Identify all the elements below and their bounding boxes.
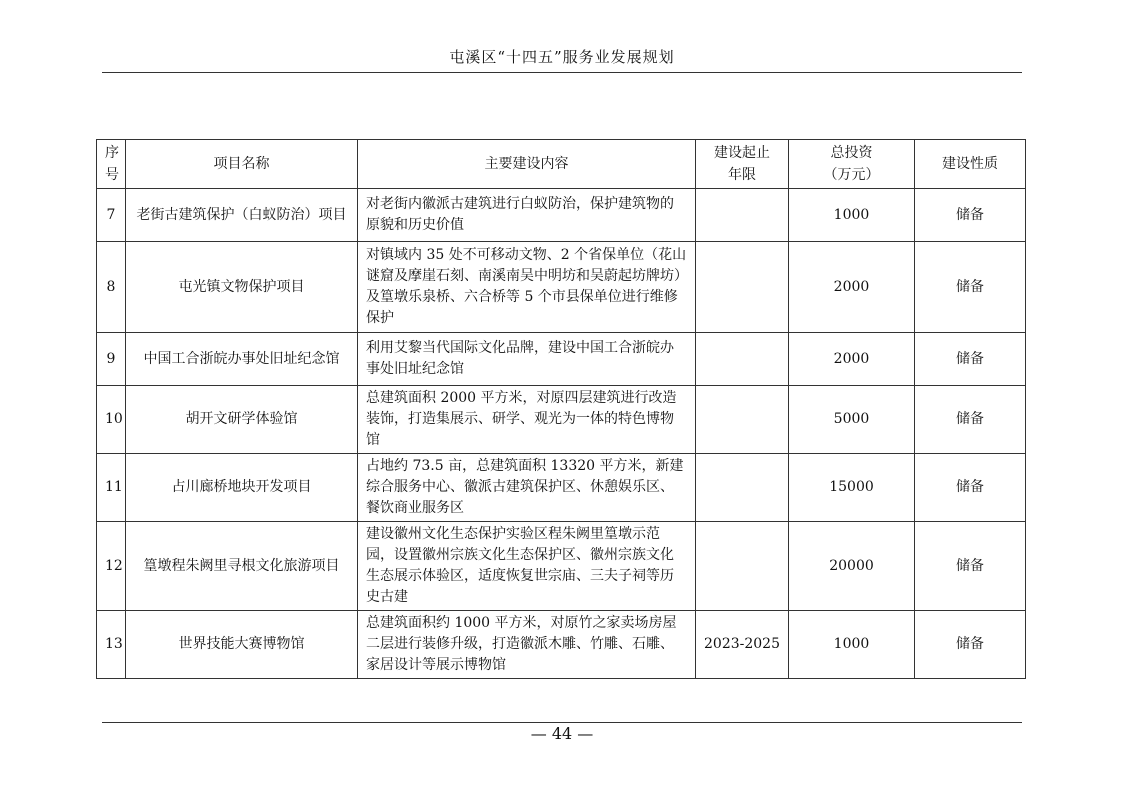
table-row <box>97 454 1026 522</box>
cell-nature: 储备 <box>915 522 1026 611</box>
cell-content: 建设徽州文化生态保护实验区程朱阙里篁墩示范园，设置徽州宗族文化生态保护区、徽州宗族文化生态展示体验区，适度恢复世宗庙、三夫子祠等历史古建 <box>358 522 696 611</box>
cell-content: 利用艾黎当代国际文化品牌，建设中国工合浙皖办事处旧址纪念馆 <box>358 333 696 386</box>
cell-no: 12 <box>97 522 126 611</box>
cell-nature: 储备 <box>915 454 1026 522</box>
cell-no: 13 <box>97 611 126 679</box>
cell-nature: 储备 <box>915 611 1026 679</box>
column-header-investment-line2: （万元） <box>823 167 880 183</box>
cell-investment: 15000 <box>789 454 915 522</box>
column-header-investment-line1: 总投资 <box>830 145 873 161</box>
page-number: — 44 — <box>530 724 594 743</box>
table-row <box>97 333 1026 386</box>
cell-name: 胡开文研学体验馆 <box>126 386 358 454</box>
column-header-period-line1: 建设起止 <box>714 145 770 161</box>
cell-period <box>696 386 789 454</box>
column-header-nature-label: 建设性质 <box>942 156 998 172</box>
cell-no: 9 <box>97 333 126 386</box>
cell-period <box>696 333 789 386</box>
cell-content: 总建筑面积约 1000 平方米，对原竹之家卖场房屋二层进行装修升级，打造徽派木雕、竹雕、石雕、家居设计等展示博物馆 <box>358 611 696 679</box>
page-header-title: 屯溪区“十四五”服务业发展规划 <box>449 48 675 66</box>
cell-nature: 储备 <box>915 333 1026 386</box>
column-header-no-line1: 序 <box>105 145 119 161</box>
cell-no: 7 <box>97 189 126 242</box>
cell-period <box>696 454 789 522</box>
cell-nature: 储备 <box>915 242 1026 333</box>
cell-investment: 20000 <box>789 522 915 611</box>
column-header-content <box>358 140 696 189</box>
cell-content: 对老街内徽派古建筑进行白蚁防治，保护建筑物的原貌和历史价值 <box>358 189 696 242</box>
cell-name: 占川廊桥地块开发项目 <box>126 454 358 522</box>
cell-nature: 储备 <box>915 189 1026 242</box>
cell-investment: 1000 <box>789 189 915 242</box>
cell-no: 11 <box>97 454 126 522</box>
table-row <box>97 242 1026 333</box>
column-header-investment <box>789 140 915 189</box>
cell-no: 10 <box>97 386 126 454</box>
cell-period <box>696 522 789 611</box>
column-header-name-label: 项目名称 <box>213 156 270 172</box>
column-header-no-line2: 号 <box>105 167 119 183</box>
cell-content: 总建筑面积 2000 平方米，对原四层建筑进行改造装饰，打造集展示、研学、观光为一体的特色博物馆 <box>358 386 696 454</box>
table-header-row <box>97 140 1026 189</box>
cell-period: 2023-2025 <box>696 611 789 679</box>
table-row <box>97 522 1026 611</box>
footer-divider <box>102 722 1022 723</box>
cell-investment: 5000 <box>789 386 915 454</box>
column-header-no <box>97 140 126 189</box>
cell-nature: 储备 <box>915 386 1026 454</box>
cell-period <box>696 189 789 242</box>
table-row <box>97 386 1026 454</box>
cell-no: 8 <box>97 242 126 333</box>
project-table <box>96 139 1026 679</box>
table-row <box>97 189 1026 242</box>
column-header-name <box>126 140 358 189</box>
cell-name: 屯光镇文物保护项目 <box>126 242 358 333</box>
cell-name: 世界技能大赛博物馆 <box>126 611 358 679</box>
cell-investment: 2000 <box>789 333 915 386</box>
cell-period <box>696 242 789 333</box>
column-header-content-label: 主要建设内容 <box>484 156 569 172</box>
table-row <box>97 611 1026 679</box>
column-header-period <box>696 140 789 189</box>
cell-investment: 2000 <box>789 242 915 333</box>
cell-content: 对镇域内 35 处不可移动文物、2 个省保单位（花山谜窟及摩崖石刻、南溪南吴中明坊和吴蔚起坊牌坊）及篁墩乐泉桥、六合桥等 5 个市县保单位进行维修保护 <box>358 242 696 333</box>
column-header-nature <box>915 140 1026 189</box>
cell-investment: 1000 <box>789 611 915 679</box>
cell-name: 老街古建筑保护（白蚁防治）项目 <box>126 189 358 242</box>
cell-content: 占地约 73.5 亩，总建筑面积 13320 平方米，新建综合服务中心、徽派古建筑保护区、休憩娱乐区、餐饮商业服务区 <box>358 454 696 522</box>
header-divider <box>102 72 1022 73</box>
cell-name: 中国工合浙皖办事处旧址纪念馆 <box>126 333 358 386</box>
column-header-period-line2: 年限 <box>728 167 756 183</box>
cell-name: 篁墩程朱阙里寻根文化旅游项目 <box>126 522 358 611</box>
